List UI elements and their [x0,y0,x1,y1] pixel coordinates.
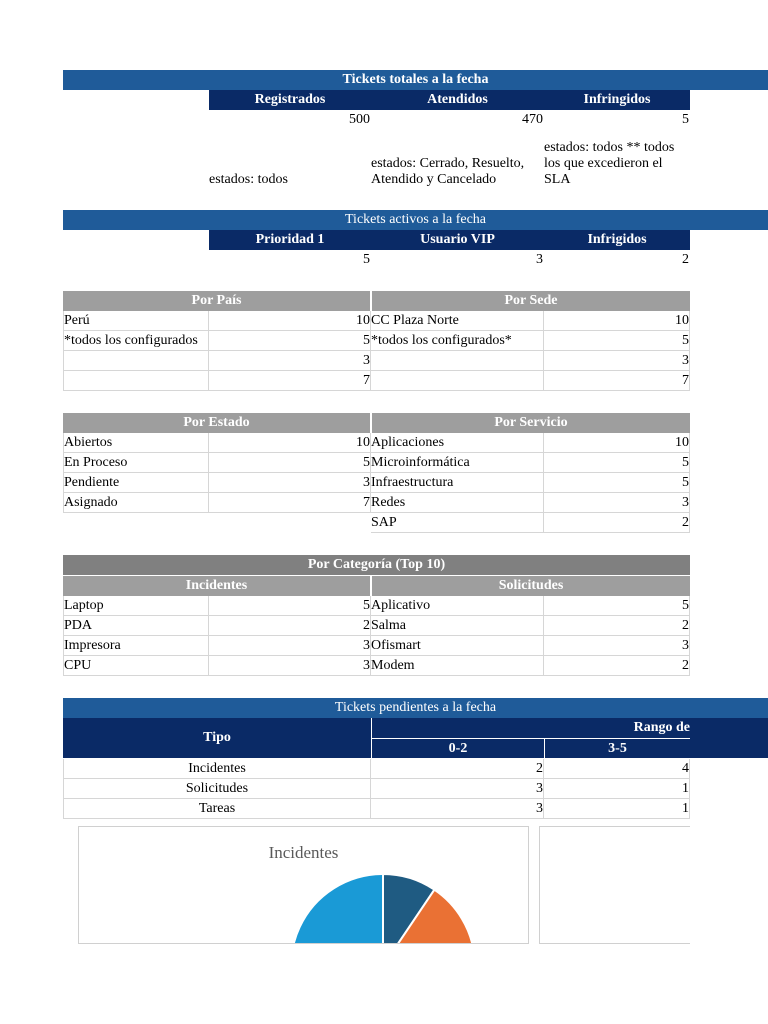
incidente-value-3: 3 [209,636,371,656]
estado-header: Por Estado [63,413,370,433]
estado-value-1: 10 [209,433,371,453]
pais-value-4: 7 [209,371,371,391]
incidente-label-3: Impresora [63,636,209,656]
note-infringidos: estados: todos ** todos los que excedieron el SLA [544,140,675,187]
servicio-label-5: SAP [371,513,544,533]
solicitud-label-3: Ofismart [371,636,544,656]
pais-label-4 [63,371,209,391]
pendientes-v2-3: 1 [544,799,690,819]
servicio-value-5: 2 [544,513,690,533]
servicio-label-2: Microinformática [371,453,544,473]
value-prioridad1: 5 [363,252,370,267]
header-atendidos: Atendidos [371,90,544,110]
solicitud-value-3: 3 [544,636,690,656]
solicitud-value-4: 2 [544,656,690,676]
estado-label-3: Pendiente [63,473,209,493]
servicio-value-1: 10 [544,433,690,453]
servicio-label-3: Infraestructura [371,473,544,493]
sede-label-1: CC Plaza Norte [371,311,544,331]
incidente-label-1: Laptop [63,596,209,616]
header-usuario-vip: Usuario VIP [371,230,544,250]
totales-title-bar [63,70,768,90]
pendientes-v2-2: 1 [544,779,690,799]
pendientes-v1-3: 3 [371,799,544,819]
value-infringidos: 5 [682,112,689,127]
solicitud-value-1: 5 [544,596,690,616]
sede-label-3 [371,351,544,371]
servicio-value-3: 5 [544,473,690,493]
pendientes-tipo-header: Tipo [63,718,371,758]
activos-title-bar [63,210,768,230]
pais-label-2: *todos los configurados [63,331,209,351]
pais-value-2: 5 [209,331,371,351]
value-usuario-vip: 3 [536,252,543,267]
solicitud-value-2: 2 [544,616,690,636]
sede-header: Por Sede [371,291,690,311]
incidentes-chart[interactable] [78,826,529,944]
value-atendidos: 470 [522,112,543,127]
pie-svg [79,827,528,944]
value-infrigidos: 2 [682,252,689,267]
estado-value-3: 3 [209,473,371,493]
incidente-value-4: 3 [209,656,371,676]
second-chart[interactable] [539,826,690,944]
sede-label-2: *todos los configurados* [371,331,544,351]
value-registrados: 500 [349,112,370,127]
servicio-label-4: Redes [371,493,544,513]
totales-title: Tickets totales a la fecha [342,72,489,87]
sede-value-3: 3 [544,351,690,371]
estado-label-1: Abiertos [63,433,209,453]
pendientes-tipo-3: Tareas [63,799,371,819]
pendientes-col-3-5: 3-5 [545,739,690,758]
servicio-header: Por Servicio [371,413,690,433]
chart-title: Incidentes [268,843,339,862]
servicio-label-1: Aplicaciones [371,433,544,453]
estado-value-2: 5 [209,453,371,473]
incidente-label-2: PDA [63,616,209,636]
header-prioridad1: Prioridad 1 [209,230,371,250]
header-infringidos: Infringidos [544,90,690,110]
categoria-solicitudes-header: Solicitudes [371,576,690,596]
header-infrigidos: Infrigidos [544,230,690,250]
pais-value-1: 10 [209,311,371,331]
servicio-value-2: 5 [544,453,690,473]
pendientes-title: Tickets pendientes a la fecha [334,700,497,715]
activos-title: Tickets activos a la fecha [345,212,486,227]
pais-value-3: 3 [209,351,371,371]
pie-slice-light-blue[interactable] [291,874,383,944]
pendientes-col-0-2: 0-2 [372,739,544,758]
categoria-header: Por Categoría (Top 10) [63,555,690,575]
pendientes-title-bar [63,698,768,718]
note-atendidos: estados: Cerrado, Resuelto, Atendido y Cancelado [371,156,525,187]
estado-value-4: 7 [209,493,371,513]
pendientes-v1-1: 2 [371,759,544,779]
incidente-value-2: 2 [209,616,371,636]
sede-value-2: 5 [544,331,690,351]
servicio-value-4: 3 [544,493,690,513]
pais-label-1: Perú [63,311,209,331]
sede-value-4: 7 [544,371,690,391]
incidente-label-4: CPU [63,656,209,676]
pendientes-tipo-1: Incidentes [63,759,371,779]
pendientes-rango-header: Rango de [633,720,690,735]
incidente-value-1: 5 [209,596,371,616]
header-registrados: Registrados [209,90,371,110]
pendientes-tipo-2: Solicitudes [63,779,371,799]
pais-header: Por País [63,291,370,311]
estado-label-4: Asignado [63,493,209,513]
solicitud-label-2: Salma [371,616,544,636]
sede-value-1: 10 [544,311,690,331]
pendientes-v1-2: 3 [371,779,544,799]
sede-label-4 [371,371,544,391]
solicitud-label-1: Aplicativo [371,596,544,616]
categoria-incidentes-header: Incidentes [63,576,370,596]
note-registrados: estados: todos [209,172,288,187]
solicitud-label-4: Modem [371,656,544,676]
pais-label-3 [63,351,209,371]
pendientes-v2-1: 4 [544,759,690,779]
estado-label-2: En Proceso [63,453,209,473]
